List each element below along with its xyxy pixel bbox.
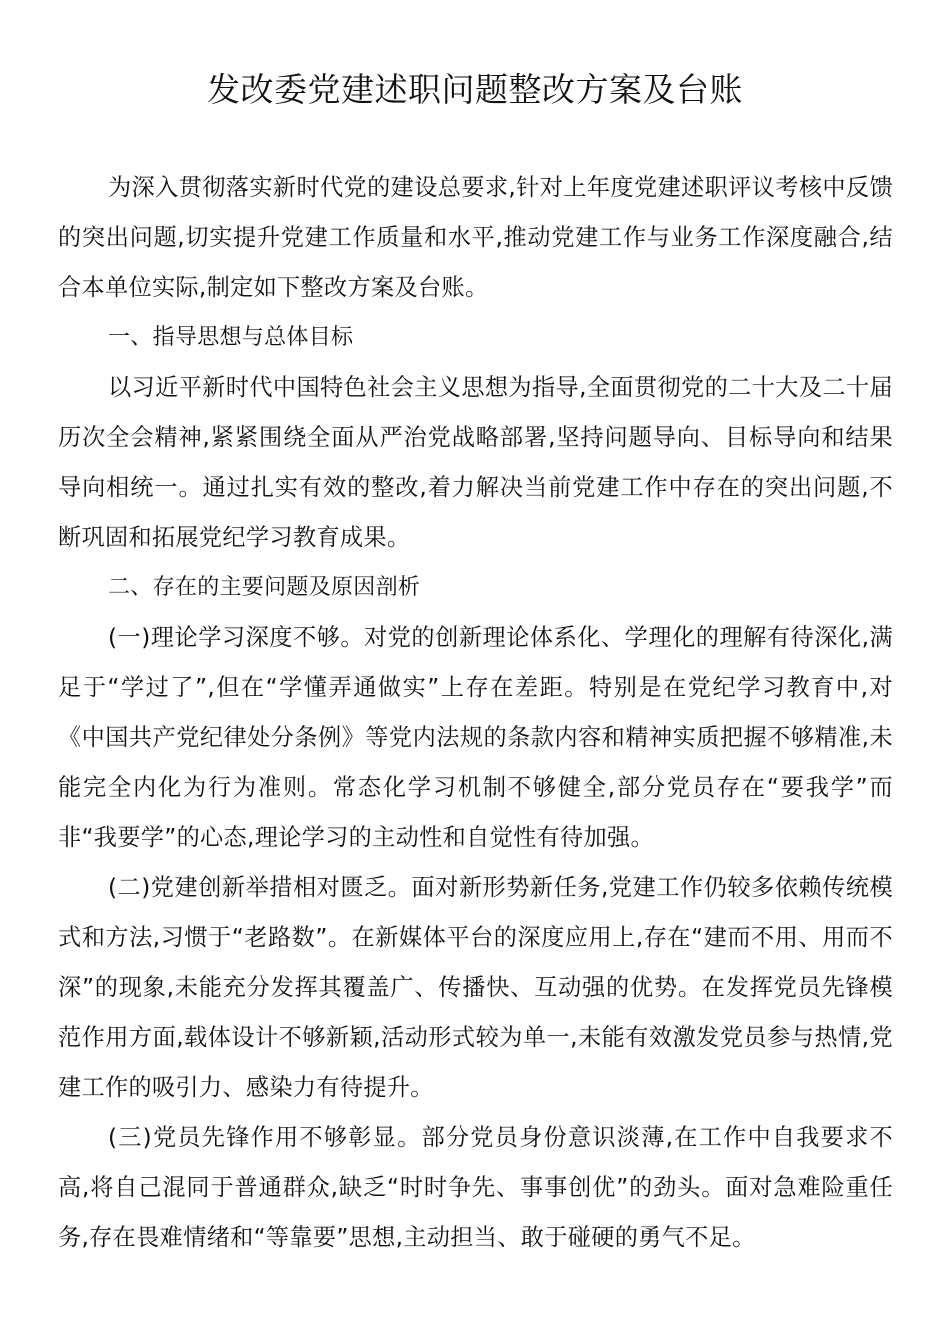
problem-2-paragraph: (二)党建创新举措相对匮乏。面对新形势新任务,党建工作仍较多依赖传统模式和方法,习惯于“老路数”。在新媒体平台的深度应用上,存在“建而不用、用而不深”的现象,未能充分发挥其覆盖广、传播快、互动强的优势。在发挥党员先锋模范作用方面,载体设计不够新颖,活动形式较为单一,未能有效激发党员参与热情,党建工作的吸引力、感染力有待提升。 [58, 874, 893, 1101]
section-heading-guiding-ideology: 一、指导思想与总体目标 [108, 325, 354, 350]
problem-1-paragraph: (一)理论学习深度不够。对党的创新理论体系化、学理化的理解有待深化,满足于“学过了”,但在“学懂弄通做实”上存在差距。特别是在党纪学习教育中,对《中国共产党纪律处分条例》等党内法规的条款内容和精神实质把握不够精准,未能完全内化为行为准则。常态化学习机制不够健全,部分党员存在“要我学”而非“我要学”的心态,理论学习的主动性和自觉性有待加强。 [58, 624, 893, 851]
intro-paragraph: 为深入贯彻落实新时代党的建设总要求,针对上年度党建述职评议考核中反馈的突出问题,切实提升党建工作质量和水平,推动党建工作与业务工作深度融合,结合本单位实际,制定如下整改方案及台账。 [58, 174, 893, 301]
problem-3-paragraph: (三)党员先锋作用不够彰显。部分党员身份意识淡薄,在工作中自我要求不高,将自己混同于普通群众,缺乏“时时争先、事事创优”的劲头。面对急难险重任务,存在畏难情绪和“等靠要”思想,主动担当、敢于碰硬的勇气不足。 [58, 1124, 893, 1251]
section-heading-main-problems: 二、存在的主要问题及原因剖析 [108, 575, 421, 600]
document-body [58, 163, 893, 1263]
guiding-ideology-paragraph: 以习近平新时代中国特色社会主义思想为指导,全面贯彻党的二十大及二十届历次全会精神,紧紧围绕全面从严治党战略部署,坚持问题导向、目标导向和结果导向相统一。通过扎实有效的整改,着力解决当前党建工作中存在的突出问题,不断巩固和拓展党纪学习教育成果。 [58, 374, 893, 551]
document-title: 发改委党建述职问题整改方案及台账 [207, 70, 743, 109]
